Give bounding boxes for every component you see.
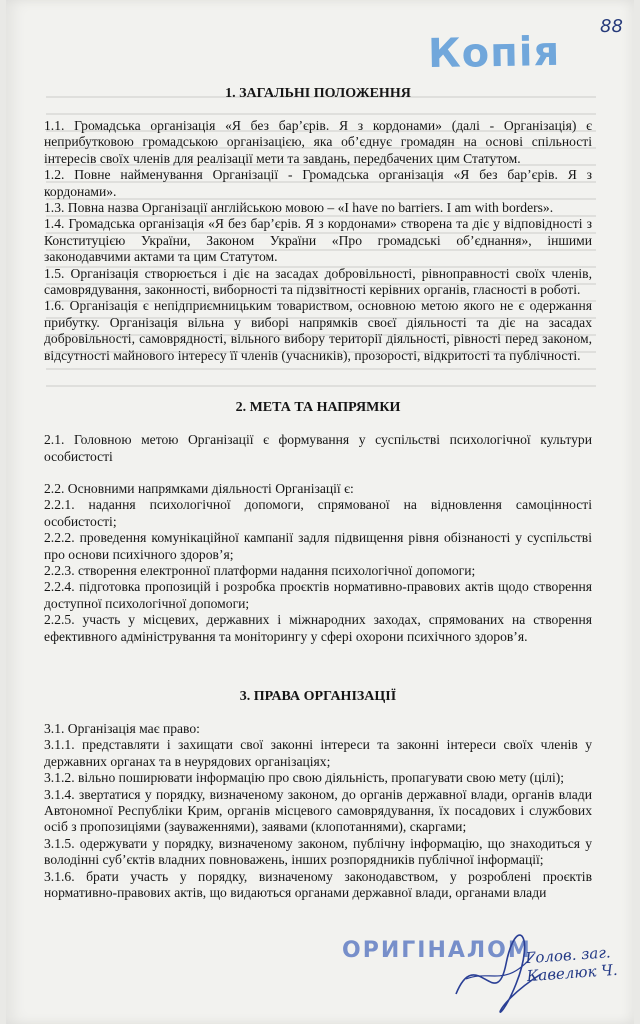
paragraph-2-2-5: 2.2.5. участь у місцевих, державних і міжнародних заходах, спрямованих на створення ефективного адміністрування та моніторингу у сфері охорони психічного здоров’я.: [44, 612, 592, 644]
paragraph-1-4: 1.4. Громадська організація «Я без бар’єрів. Я з кордонами» створена та діє у відповідності з Конституцією України, Законом України «Про громадські об’єднання», іншими законодавчими актами та цим Статутом.: [44, 216, 592, 265]
paragraph-3-1-4: 3.1.4. звертатися у порядку, визначеному законом, до органів державної влади, органів влади Автономної Республіки Крим, органів місцевого самоврядування, їх посадових і службових осіб з пропозиціями (зауваженнями), заявами (клопотаннями), скаргами;: [44, 786, 592, 835]
paragraph-3-1: 3.1. Організація має право:: [44, 720, 200, 736]
annotation-line-1: Голов. заг.: [524, 943, 612, 968]
paragraph-1-6: 1.6. Організація є непідприємницьким товариством, основною метою якого не є одержання прибутку. Організація вільна у виборі напрямків своєї діяльності та діє на засадах добровільності, самоврядності, вільного вибору території діяльності, рівності перед законом, відсутності майнового інтересу її членів (учасників), прозорості, відкритості та публічності.: [44, 298, 592, 363]
handwritten-annotation: [525, 943, 618, 985]
paragraph-2-2-1: 2.2.1. надання психологічної допомоги, спрямованої на відновлення самоцінності особистості;: [44, 497, 592, 529]
paragraph-2-1: 2.1. Головною метою Організації є формування у суспільстві психологічної культури особистості: [44, 432, 592, 464]
original-stamp: ОРИГІНАЛОМ: [342, 938, 532, 963]
paragraph-2-2: 2.2. Основними напрямками діяльності Організації є:: [44, 480, 354, 496]
document-page: [6, 0, 634, 1024]
annotation-line-2: Кавелюк Ч.: [526, 960, 619, 986]
paragraph-1-3: 1.3. Повна назва Організації англійською мовою – «I have no barriers. I am with borders».: [44, 200, 554, 216]
paragraph-3-1-1: 3.1.1. представляти і захищати свої законні інтереси та законні інтереси своїх членів у державних органах та в неурядових організаціях;: [44, 737, 592, 769]
copy-stamp: Копія: [427, 28, 561, 78]
paragraph-2-2-2: 2.2.2. проведення комунікаційної кампанії задля підвищення рівня обізнаності у суспільстві про основи психічного здоров’я;: [44, 530, 592, 562]
paragraph-3-1-5: 3.1.5. одержувати у порядку, визначеному законом, публічну інформацію, що знаходиться у володінні суб’єктів владних повноважень, інших розпорядників публічної інформації;: [44, 835, 592, 868]
section-3-title: 3. ПРАВА ОРГАНІЗАЦІЇ: [239, 688, 397, 704]
paragraph-3-1-6: 3.1.6. брати участь у порядку, визначеному законодавством, у розроблені проєктів нормативно-правових актів, що видаються органами державної влади, органами влади: [44, 868, 592, 901]
paragraph-3-1-2: 3.1.2. вільно поширювати інформацію про свою діяльність, пропагувати свою мету (цілі);: [44, 770, 565, 786]
handwritten-page-number: 88: [600, 16, 623, 37]
paragraph-2-2-3: 2.2.3. створення електронної платформи надання психологічної допомоги;: [44, 562, 476, 578]
paragraph-1-2: 1.2. Повне найменування Організації - Громадська організація «Я без бар’єрів. Я з кордонами».: [44, 167, 592, 199]
paragraph-2-2-4: 2.2.4. підготовка пропозицій і розробка проєктів нормативно-правових актів щодо створення доступної психологічної допомоги;: [44, 579, 592, 611]
document-body: [44, 86, 592, 901]
paragraph-1-5: 1.5. Організація створюється і діє на засадах добровільності, рівноправності своїх членів, самоврядування, законності, виборності та підзвітності керівних органів, гласності в роботі.: [44, 265, 592, 298]
paragraph-1-1: 1.1. Громадська організація «Я без бар’єрів. Я з кордонами» (далі - Організація) є неприбутковою громадською організацією, яка об’єднує громадян на основі спільності інтересів своїх членів для реалізації мети та завдань, передбачених цим Статутом.: [44, 118, 592, 166]
section-2-title: 2. МЕТА ТА НАПРЯМКИ: [235, 400, 401, 416]
section-1-title: 1. ЗАГАЛЬНІ ПОЛОЖЕННЯ: [225, 86, 411, 101]
